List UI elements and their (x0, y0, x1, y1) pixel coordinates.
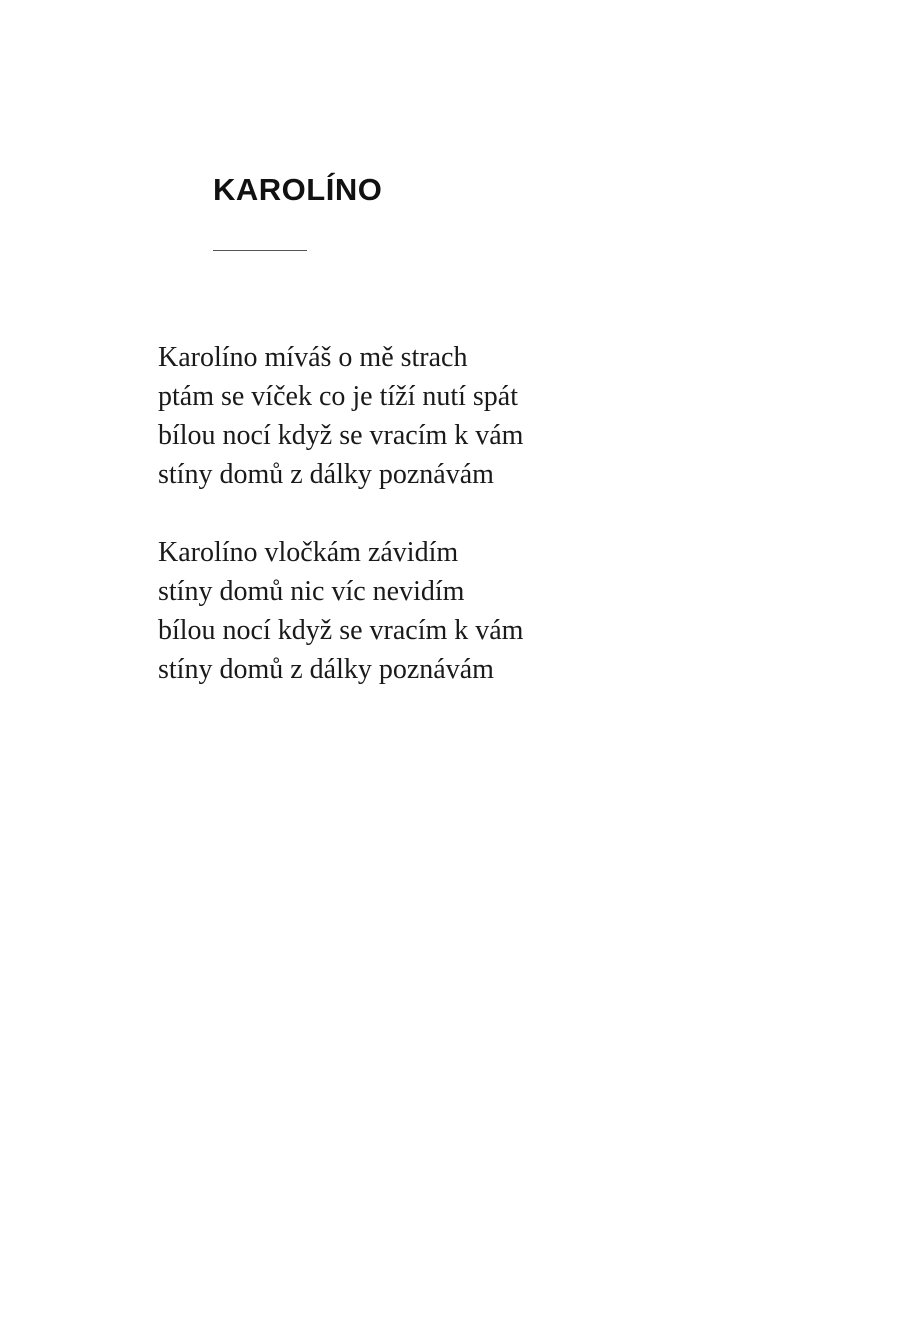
title-divider (213, 250, 307, 251)
poem-line: bílou nocí když se vracím k vám (158, 420, 524, 451)
poem-line: bílou nocí když se vracím k vám (158, 615, 524, 646)
poem-line: stíny domů z dálky poznávám (158, 459, 494, 490)
stanza-1 (158, 338, 858, 494)
poem-body (158, 338, 858, 728)
stanza-2 (158, 533, 858, 689)
poem-line: Karolíno míváš o mě strach (158, 342, 468, 373)
poem-line: ptám se víček co je tíží nutí spát (158, 381, 519, 412)
poem-line: stíny domů z dálky poznávám (158, 654, 494, 685)
poem-title: KAROLÍNO (213, 172, 383, 207)
poem-line: stíny domů nic víc nevidím (158, 576, 465, 607)
poem-line: Karolíno vločkám závidím (158, 537, 459, 568)
